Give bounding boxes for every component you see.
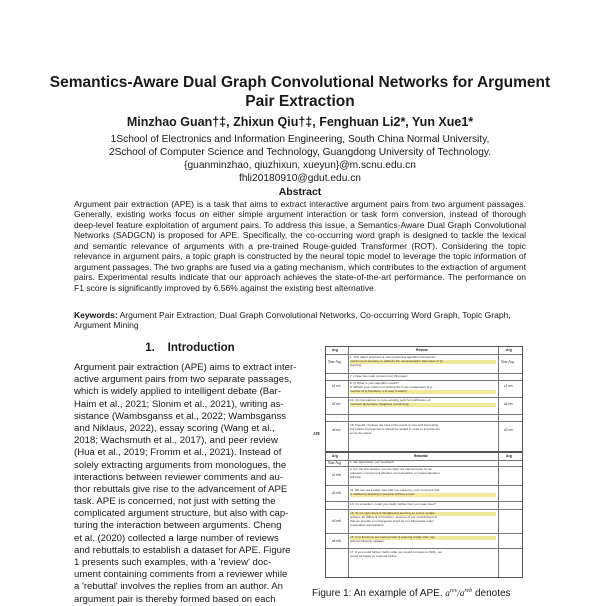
rebuttal-row: unknown environment whether overestimation or underestimation <box>350 472 440 475</box>
review-row: 7. I have two main concerns for this paper: <box>350 375 409 378</box>
intro-line: complicated argument structure, but also with cap- <box>74 508 289 520</box>
intro-line: and Niklaus, 2022), essay scoring (Wang et al., <box>74 422 275 434</box>
figure-caption: Figure 1: An example of APE. $a^{rev}/a^{reb}$ denotes <box>312 588 511 599</box>
affiliation-1: 1School of Electronics and Information Engineering, South China Normal University, <box>110 134 490 145</box>
arg-label: a2 rev <box>332 402 341 406</box>
intro-line: et al. (2020) collected a large number of reviews <box>74 532 279 544</box>
intro-line: and rebuttals to establish a dataset for APE. Figure <box>74 544 291 556</box>
intro-line: task. APE is concerned, not just with setting the <box>74 496 276 508</box>
intro-line: Haim et al., 2021; Slonim et al., 2021), writing as- <box>74 398 284 410</box>
rebuttal-row: 16. N Q-functions are learned with Q-learning (rather than say <box>350 536 496 540</box>
abstract-heading: Abstract <box>278 186 322 198</box>
affiliation-2: 2School of Computer Science and Technology, Guangdong University of Technology. <box>108 147 492 158</box>
intro-line: interactions between reviewer comments and au- <box>74 471 284 483</box>
paper-title-line-1: Semantics-Aware Dual Graph Convolutional Networks for Argument <box>49 74 551 91</box>
rebuttal-arg-header-right: Arg <box>506 454 512 458</box>
arg-label: a1 reb <box>332 473 341 477</box>
intro-line: turing the interaction between arguments. Cheng <box>74 520 282 532</box>
review-row: but further improvements should be added in order to improve the <box>350 428 440 431</box>
review-header: Review <box>416 348 428 352</box>
rebuttal-row: 'a distilled Q-learning is possible without a cost.' <box>350 493 496 497</box>
arg-label: a3 rev <box>504 428 513 432</box>
intro-line: (Hua et al., 2019; Fromm et al., 2021). Instead of <box>74 447 282 459</box>
intro-line: active argument pairs from two separate passages, <box>74 374 292 386</box>
rebuttal-table <box>325 452 523 578</box>
intro-line: solely extracting arguments from monologues, the <box>74 459 287 471</box>
review-arg-header-right: Arg <box>506 348 512 352</box>
rebuttal-row: 11. We are not exactly sure that you meant by your comment that <box>350 489 440 492</box>
review-row: score the paper. <box>350 432 373 435</box>
rebuttal-row: scheme for different Q functions, and one of our contributions is <box>350 516 437 519</box>
review-row: 9. What's your criterion of picking the hyper-parameters (e.g. <box>350 386 433 389</box>
paper-title <box>0 73 600 111</box>
caption-suffix: denotes <box>474 588 511 599</box>
abstract-body: Argument pair extraction (APE) is a task that aims to extract interactive argument pairs from two argument passages. Generally, existing works focus on either simple argument interaction or task form conversion, instead of thorough deep-level feature exploitation of argument pairs. To address this issue, a Semantics-Aware Dual Graph Convolutional Networks (SADGCN) is proposed for APE. Specifically, the co-occurring word graph is designed to tackle the lexical and semantic relevance of arguments with a pre-trained Rouge-guided Transformer (ROT). Considering the topic relevance in argument pairs, a topic graph is constructed by the neural topic model to leverage the topic information of argument passages. The two graphs are fused via a gating mechanism, which contributes to the extraction of argument pairs. Experimental results indicate that our approach achieves the state-of-the-art performance. The performance on F1 score is significantly improved by 6.56% against the existing best alternative. <box>74 199 526 293</box>
arg-label: Non-Arg <box>328 360 341 364</box>
review-table <box>325 346 523 452</box>
intro-line: Argument pair extraction (APE) aims to extract inter- <box>74 362 297 373</box>
rebuttal-row: reasonable assumptions. <box>350 524 385 527</box>
ape-label-left: APE <box>313 432 321 436</box>
email-line-1: {guanminzhao, qiuzhixun, xueyun}@m.scnu.edu.cn <box>184 160 416 171</box>
review-row: 16. Overall, I believe the idea of the paper is nice and interesting, <box>350 424 440 427</box>
intro-line: 1 presents such examples, with a 'review' doc- <box>74 557 272 568</box>
arg-label: Non-Arg <box>328 461 341 465</box>
intro-line: ument containing comments from a reviewer while <box>74 569 288 581</box>
rebuttal-row: would be happy to respond further. <box>350 555 398 558</box>
rebuttal-header: Rebuttal <box>414 454 428 458</box>
arg-label: a4 reb <box>332 539 341 543</box>
introduction-body <box>74 362 306 606</box>
review-row: maximum Q-learning, to address the overestimation bias issue of Q- <box>350 360 496 364</box>
arg-label: a1 rev <box>332 384 341 388</box>
rebuttal-row: 2. For the first answer, you are right, we cannot know, for an <box>350 468 433 471</box>
arg-label: a1 rev <box>504 384 513 388</box>
keywords <box>74 310 526 331</box>
section-heading <box>74 342 306 354</box>
intro-line: 2018; Wachsmuth et al., 2017), and peer review <box>74 435 278 447</box>
intro-line: a 'rebuttal' involves the replies from an author. An <box>74 581 283 593</box>
review-row: 10. (ii) Comparison to more existing work for justification of <box>350 399 431 402</box>
rebuttal-row: that we provide a convergence proof for our framework under <box>350 520 434 523</box>
arg-label: Non-Arg <box>501 360 514 364</box>
review-row: methods (Ensemble, Weighted Q-learning). <box>350 403 496 407</box>
email-line-2: fhli20180910@gdut.edu.cn <box>239 173 361 184</box>
intro-line: sistance (Wambsganss et al., 2022; Wambsganss <box>74 410 287 422</box>
rebuttal-row: 17. If you could further clarify what you would compare to WQL, we <box>350 551 442 554</box>
rebuttal-arg-header-left: Arg <box>332 454 338 458</box>
intro-line: argument pair is thereby formed based on each <box>74 593 276 605</box>
arg-label: ... <box>335 415 338 419</box>
figure-1 <box>313 346 531 578</box>
rebuttal-row: with the Maxmin update). <box>350 540 385 543</box>
section-title: Introduction <box>167 342 235 354</box>
review-row: learning. <box>350 364 362 367</box>
arg-label: a3 reb <box>332 519 341 523</box>
arg-label: a2 rev <box>504 402 513 406</box>
rebuttal-row: 1. We appreciate your feedback. <box>350 461 395 464</box>
rebuttal-row: will help. <box>350 476 362 479</box>
paper-title-line-2: Pair Extraction <box>245 93 355 110</box>
intro-line: which is widely applied to intelligent debate (Bar- <box>74 386 281 398</box>
arg-label: a2 reb <box>332 491 341 495</box>
review-row: 1. This paper proposes a new Q-learning algorithm framework: <box>350 356 436 359</box>
keywords-label: Keywords: <box>74 310 118 320</box>
review-row: 8. (i) What is your algorithm useful? <box>350 382 399 385</box>
section-number: 1. <box>145 342 155 354</box>
intro-line: thor rebuttals give rise to the advancement of APE <box>74 483 288 495</box>
rebuttal-row: 14. To our right there is Weighted Q-learning as a prior update <box>350 512 496 516</box>
review-arg-header-left: Arg <box>332 348 338 352</box>
rebuttal-row: 13. It's a random, could you clarify further that you mean here? <box>350 503 436 506</box>
arg-label: a4 rev <box>332 428 341 432</box>
author-list: Minzhao Guan†‡, Zhixun Qiu†‡, Fenghuan Li2*, Yun Xue1* <box>126 115 474 129</box>
review-row: number of Q functions, n to use) in tasks? <box>350 390 496 394</box>
caption-prefix: Figure 1: An example of APE. <box>312 588 443 599</box>
keywords-text: Argument Pair Extraction, Dual Graph Convolutional Networks, Co-occurring Word Graph, Topic Graph, Argument Mining <box>74 310 511 331</box>
